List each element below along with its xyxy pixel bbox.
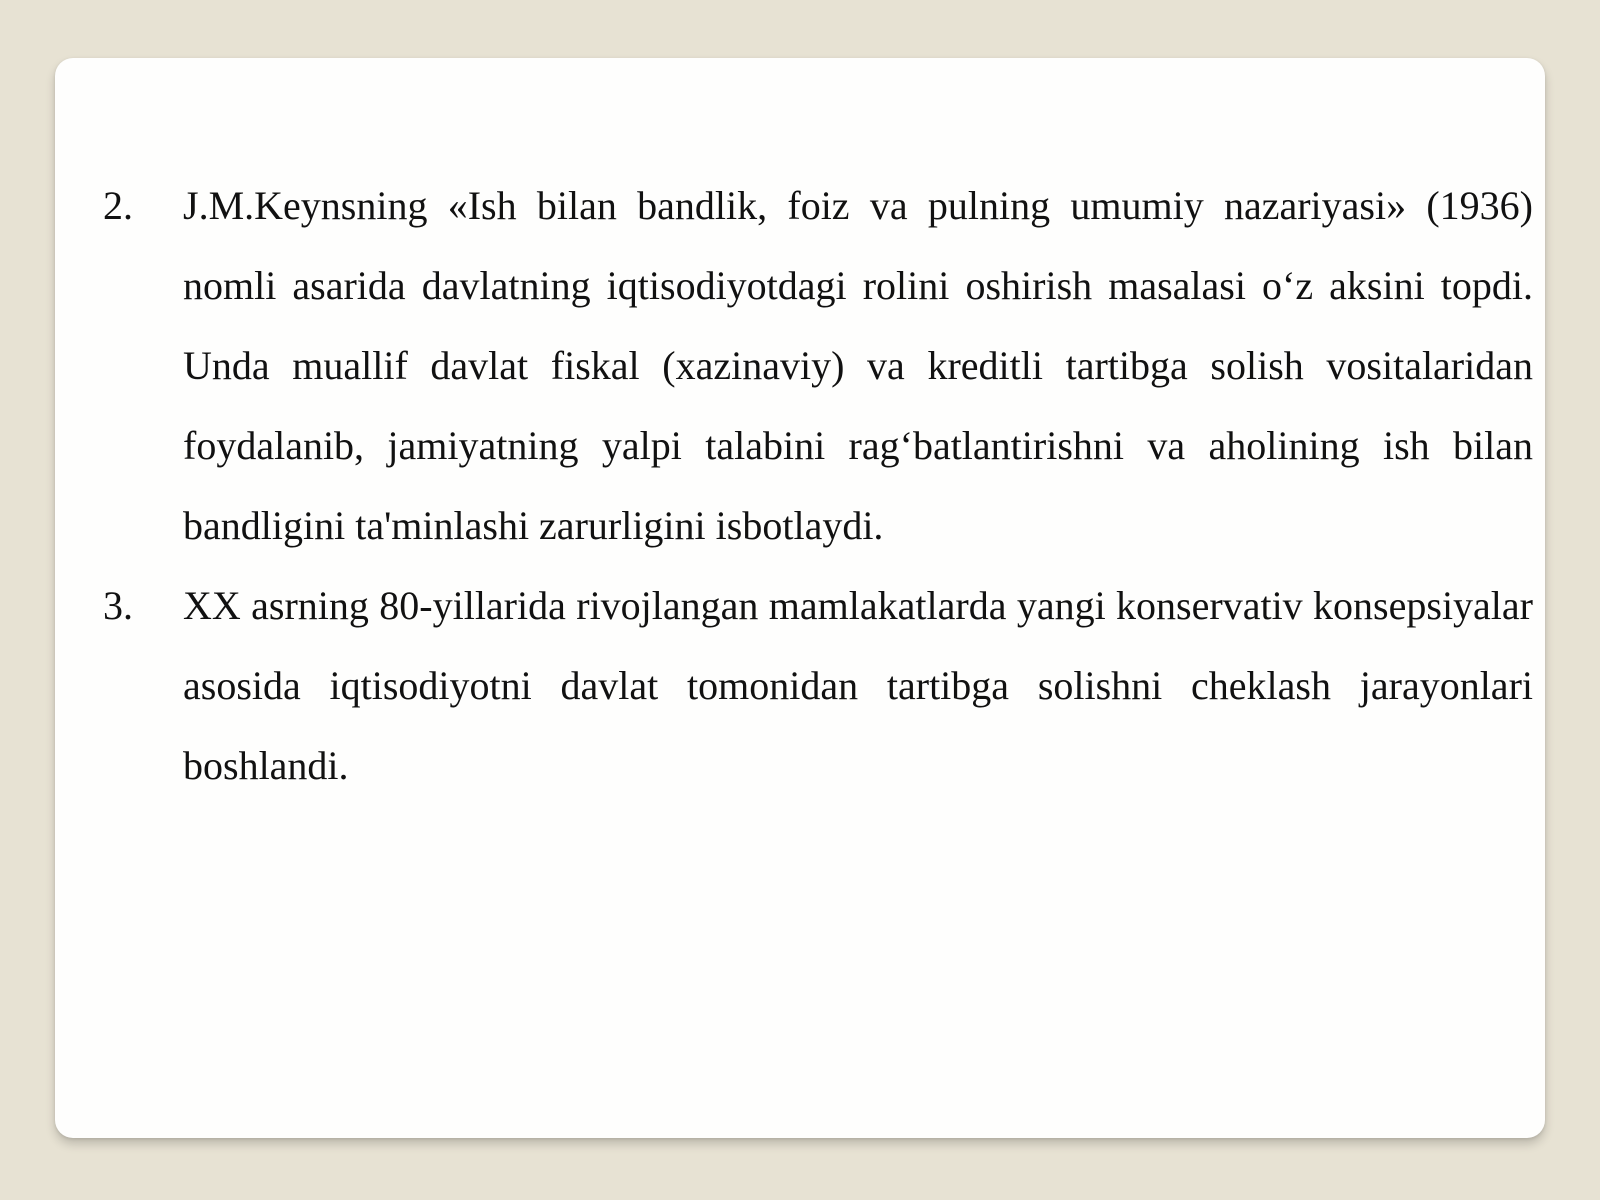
list-item-number: 2. (103, 183, 133, 228)
list-item-3 (103, 566, 1533, 806)
list-item-2 (103, 166, 1533, 566)
numbered-list (103, 166, 1533, 806)
list-item-text: J.M.Keynsning «Ish bilan bandlik, foiz va pulning umumiy nazariyasi» (1936) nomli asarida davlatning iqtisodiyotdagi rolini oshirish masalasi o‘z aksini topdi. Unda muallif davlat fiskal (xazinaviy) va kreditli tartibga solish vositalaridan foydalanib, jamiyatning yalpi talabini rag‘batlantirishni va aholining ish bilan bandligini ta'minlashi zarurligini isbotlaydi. (183, 183, 1533, 548)
list-item-number: 3. (103, 583, 133, 628)
list-item-text: XX asrning 80-yillarida rivojlangan mamlakatlarda yangi konservativ konsepsiyalar asosida iqtisodiyotni davlat tomonidan tartibga solishni cheklash jarayonlari boshlandi. (183, 583, 1533, 788)
